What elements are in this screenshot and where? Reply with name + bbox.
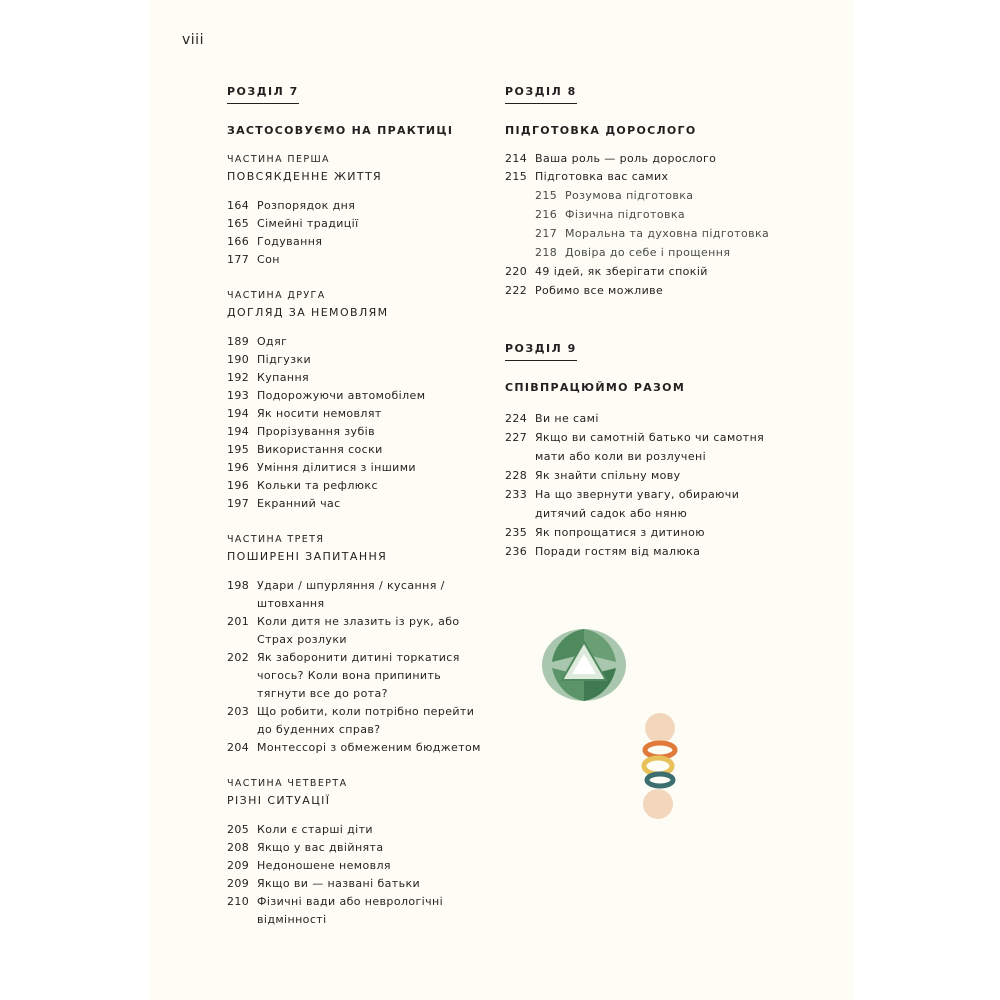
toc-entry[interactable] [227,477,492,495]
toc-entry[interactable] [227,387,492,405]
toc-page-number: 192 [227,371,250,384]
toc-entry[interactable] [227,197,492,215]
toc-page-number: 202 [227,651,250,664]
toc-entry[interactable] [227,703,492,739]
toc-entry[interactable] [227,893,492,929]
toc-page-number: 194 [227,425,250,438]
toc-page-number: 218 [535,246,558,259]
toc-entry-title: Уміння ділитися з іншими [257,461,416,474]
toc-page-number: 209 [227,859,250,872]
toc-entry[interactable] [227,577,492,613]
toc-page-number: 165 [227,217,250,230]
page-number: viii [182,32,204,48]
toc-entry[interactable] [505,485,775,523]
toc-entry-title: Кольки та рефлюкс [257,479,378,492]
toc-subentry[interactable] [505,224,775,243]
toc-page-number: 220 [505,265,528,278]
toc-entry-title: Моральна та духовна підготовка [565,227,770,240]
toc-entry-title: Робимо все можливе [535,284,664,297]
chapter-8-label: РОЗДІЛ 8 [505,85,577,104]
toc-entry[interactable] [505,409,775,428]
toc-subentry[interactable] [505,205,775,224]
part-4-label: ЧАСТИНА ЧЕТВЕРТА [227,778,348,789]
toc-entry-title: Купання [257,371,310,384]
part-1-entries [227,197,492,269]
toc-page-number: 205 [227,823,250,836]
toc-page-number: 197 [227,497,250,510]
toc-entry[interactable] [505,281,775,300]
toc-entry[interactable] [227,333,492,351]
toc-entry-title: Як знайти спільну мову [535,469,681,482]
chapter-8-title: ПІДГОТОВКА ДОРОСЛОГО [505,124,697,137]
toc-page-number: 198 [227,579,250,592]
toc-page-number: 189 [227,335,250,348]
toc-entry[interactable] [505,523,775,542]
toc-entry-title: Ви не самі [535,412,599,425]
toc-entry[interactable] [227,821,492,839]
toc-entry[interactable] [227,495,492,513]
part-3-title: ПОШИРЕНІ ЗАПИТАННЯ [227,550,388,563]
toc-page-number: 201 [227,615,250,628]
toc-page-number: 166 [227,235,250,248]
toc-page-number: 194 [227,407,250,420]
toc-entry-title: 49 ідей, як зберігати спокій [535,265,708,278]
toc-page-number: 215 [505,170,528,183]
toc-entry[interactable] [227,351,492,369]
toc-page-number: 233 [505,488,528,501]
toc-page-number: 203 [227,705,250,718]
toc-entry-title: Поради гостям від малюка [535,545,701,558]
toc-entry[interactable] [227,613,492,649]
toc-entry-title: Монтессорі з обмеженим бюджетом [257,741,481,754]
toc-page-number: 177 [227,253,250,266]
puzzle-ball-icon [538,624,630,706]
toc-entry[interactable] [227,875,492,893]
toc-entry-title: На що звернути увагу, обираючи дитячий садок або няню [535,488,740,520]
toc-entry-title: Недоношене немовля [257,859,391,872]
toc-entry-title: Одяг [257,335,288,348]
toc-page-number: 193 [227,389,250,402]
toc-entry-title: Як заборонити дитині торкатися чогось? Коли вона припинить тягнути все до рота? [257,651,460,700]
toc-page-number: 216 [535,208,558,221]
toc-entry-title: Сімейні традиції [257,217,359,230]
toc-entry-title: Прорізування зубів [257,425,375,438]
chapter-9-label: РОЗДІЛ 9 [505,342,577,361]
toc-page-number: 222 [505,284,528,297]
chapter-9-entries [505,409,775,561]
toc-entry[interactable] [227,251,492,269]
toc-page-number: 164 [227,199,250,212]
toc-entry-title: Як попрощатися з дитиною [535,526,705,539]
toc-entry[interactable] [227,857,492,875]
chapter-8-entries [505,150,775,300]
toc-entry[interactable] [227,739,492,757]
toc-entry-title: Якщо у вас двійнята [257,841,384,854]
toc-subentry[interactable] [505,186,775,205]
toc-page-number: 236 [505,545,528,558]
toc-entry-title: Фізична підготовка [565,208,686,221]
toc-entry[interactable] [505,168,775,186]
toc-page-number: 235 [505,526,528,539]
toc-entry-title: Розпорядок дня [257,199,356,212]
toc-entry[interactable] [227,405,492,423]
toc-subentry[interactable] [505,243,775,262]
toc-left-column [227,80,492,929]
part-4-title: РІЗНІ СИТУАЦІЇ [227,794,331,807]
toc-page-number: 195 [227,443,250,456]
toc-page-number: 215 [535,189,558,202]
part-4-entries [227,821,492,929]
part-3-label: ЧАСТИНА ТРЕТЯ [227,534,325,545]
toc-entry[interactable] [505,542,775,561]
toc-entry[interactable] [227,441,492,459]
toc-entry-title: Використання соски [257,443,383,456]
toc-page-number: 190 [227,353,250,366]
toc-entry-title: Якщо ви — названі батьки [257,877,421,890]
toc-entry[interactable] [227,215,492,233]
part-2-title: ДОГЛЯД ЗА НЕМОВЛЯМ [227,306,389,319]
toc-page-number: 208 [227,841,250,854]
toc-entry[interactable] [505,150,775,168]
toc-page-number: 209 [227,877,250,890]
toc-entry-title: Коли дитя не злазить із рук, або Страх розлуки [257,615,460,646]
part-2-label: ЧАСТИНА ДРУГА [227,290,326,301]
toc-entry-title: Подорожуючи автомобілем [257,389,426,402]
toc-entry[interactable] [227,369,492,387]
stacking-rings-icon [630,712,690,824]
toc-entry-title: Підготовка вас самих [535,170,669,183]
toc-entry[interactable] [505,262,775,281]
toc-entry-title: Сон [257,253,280,266]
toc-entry-title: Довіра до себе і прощення [565,246,731,259]
part-3-entries [227,577,492,757]
toc-entry[interactable] [505,466,775,485]
toc-entry[interactable] [227,233,492,251]
toc-page-number: 196 [227,461,250,474]
toc-entry-title: Підгузки [257,353,312,366]
chapter-7-label: РОЗДІЛ 7 [227,85,299,104]
toc-page-number: 217 [535,227,558,240]
part-1-title: ПОВСЯКДЕННЕ ЖИТТЯ [227,170,383,183]
toc-entry-title: Що робити, коли потрібно перейти до буденних справ? [257,705,475,736]
toc-entry-title: Фізичні вади або неврологічні відмінності [257,895,444,926]
toc-entry[interactable] [505,428,775,466]
toc-page-number: 204 [227,741,250,754]
part-2-entries [227,333,492,513]
toc-entry-title: Ваша роль — роль дорослого [535,152,717,165]
chapter-7-title: ЗАСТОСОВУЄМО НА ПРАКТИЦІ [227,124,454,137]
toc-entry-title: Як носити немовлят [257,407,382,420]
chapter-9-title: СПІВПРАЦЮЙМО РАЗОМ [505,381,686,394]
toc-entry-title: Удари / шпурляння / кусання / штовхання [257,579,445,610]
toc-page-number: 228 [505,469,528,482]
toc-entry[interactable] [227,423,492,441]
toc-entry[interactable] [227,649,492,703]
toc-page-number: 214 [505,152,528,165]
toc-entry[interactable] [227,459,492,477]
part-1-label: ЧАСТИНА ПЕРША [227,154,330,165]
toc-entry-title: Екранний час [257,497,341,510]
toc-page-number: 210 [227,895,250,908]
toc-entry-title: Коли є старші діти [257,823,373,836]
toc-entry-title: Годування [257,235,323,248]
toc-entry-title: Розумова підготовка [565,189,694,202]
toc-page-number: 196 [227,479,250,492]
toc-page-number: 224 [505,412,528,425]
toc-right-column [505,80,775,561]
toc-page-number: 227 [505,431,528,444]
toc-entry-title: Якщо ви самотній батько чи самотня мати або коли ви розлучені [535,431,765,463]
toc-entry[interactable] [227,839,492,857]
